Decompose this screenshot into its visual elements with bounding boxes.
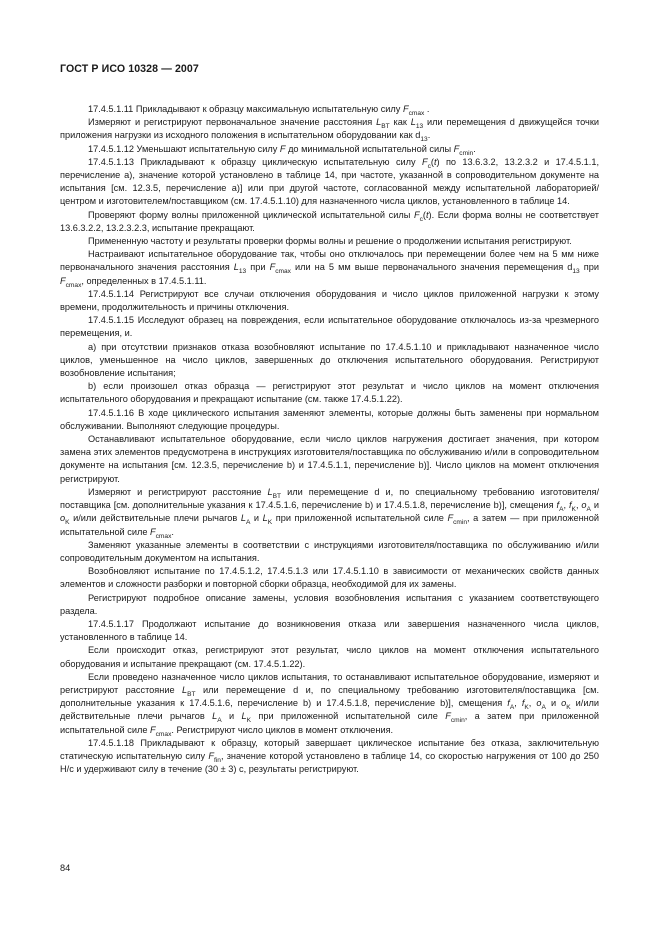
paragraph: Заменяют указанные элементы в соответствии с инструкциями изготовителя/поставщика по обслуживанию и/или сопроводительным документом на испытания. (60, 539, 599, 563)
paragraph: 17.4.5.1.11 Прикладывают к образцу максимальную испытательную силу $F_{cmax}$ . (88, 104, 430, 117)
document-body (60, 103, 599, 776)
paragraph: а) при отсутствии признаков отказа возобновляют испытание по 17.4.5.1.10 и прикладывают назначенное число циклов, уменьшенное на число циклов, завершенных до отключения испытательного оборудования. Регистрируют возобновление испытания; (60, 341, 599, 379)
paragraph: Если проведено назначенное число циклов испытания, то останавливают испытательное оборудование, измеряют и регистрируют расстояние $L_{BT}$ или перемещение d и, по специальному требованию изготовителя/поставщика [см. дополнительные указания к 17.4.5.1.6, перечисление b) и 17.4.5.1.8, перечисление b)], смещения $f_A$, $f_K$, $o_A$ и $o_K$ и/или действительные плечи рычагов $L_A$ и $L_K$ при приложенной испытательной силе $F_{cmin}$, а затем при приложенной испытательной силе $F_{cmax}$. Регистрируют число циклов в момент отключения. (60, 671, 599, 738)
document-header: ГОСТ Р ИСО 10328 — 2007 (60, 63, 199, 75)
paragraph: 17.4.5.1.13 Прикладывают к образцу циклическую испытательную силу $F_c(t)$ по 13.6.3.2, 13.2.3.2 и 17.4.5.1.1, перечисление а), значение которой установлено в таблице 14, при частоте, указанной в сопроводительном документе на испытания [см. 12.3.5, перечисление а)] или при другой частоте, согласованной между испытательной лабораторией/центром и изготовителем/поставщиком (см. 17.4.5.1.10) для назначенного числа циклов, установленного в таблице 14. (60, 156, 599, 207)
paragraph: Останавливают испытательное оборудование, если число циклов нагружения достигает значения, при котором замена этих элементов предусмотрена в инструкциях изготовителя/поставщика по обслуживанию и/или в сопроводительном документе на испытания [см. 12.3.5, перечисление b) и 17.4.5.1.1, перечисление b)]. Число циклов на момент отключения регистрируют. (60, 434, 599, 484)
paragraph: Проверяют форму волны приложенной циклической испытательной силы $F_c(t)$. Если форма волны не соответствует 13.6.3.2.2, 13.2.3.2.3, испытание прекращают. (60, 209, 599, 233)
page-number: 84 (60, 863, 71, 873)
paragraph: Примененную частоту и результаты проверки формы волны и решение о продолжении испытания регистрируют. (88, 236, 572, 247)
paragraph: 17.4.5.1.12 Уменьшают испытательную силу F до минимальной испытательной силы $F_{cmin}$. (88, 143, 476, 157)
paragraph: 17.4.5.1.15 Исследуют образец на повреждения, если испытательное оборудование отключалось из-за чрезмерного перемещения, и. (60, 315, 599, 339)
paragraph: b) если произошел отказ образца — регистрируют этот результат и число циклов на момент отключения испытательного оборудования и прекращают испытание (см. также 17.4.5.1.22). (60, 381, 599, 405)
paragraph: 17.4.5.1.16 В ходе циклического испытания заменяют элементы, которые должны быть заменены при нормальном обслуживании. Выполняют следующие процедуры. (60, 407, 599, 431)
paragraph: Регистрируют подробное описание замены, условия возобновления испытания с указанием соответствующего раздела. (60, 592, 599, 616)
paragraph: Возобновляют испытание по 17.4.5.1.2, 17.4.5.1.3 или 17.4.5.1.10 в зависимости от механических свойств данных элементов и сложности разборки и повторной сборки образца, необходимой для их замены. (60, 566, 599, 590)
paragraph: Если происходит отказ, регистрируют этот результат, число циклов на момент отключения испытательного оборудования и испытание прекращают (см. 17.4.5.1.22). (60, 645, 599, 669)
paragraph: Измеряют и регистрируют расстояние $L_{BT}$ или перемещение d и, по специальному требованию изготовителя/поставщика [см. дополнительные указания к 17.4.5.1.6, перечисление b) и 17.4.5.1.8, перечисление b)], смещения $f_A$, $f_K$, $o_A$ и $o_K$ и/или действительные плечи рычагов $L_A$ и $L_K$ при приложенной испытательной силе $F_{cmin}$, а затем — при приложенной испытательной силе $F_{cmax}$. (60, 486, 599, 540)
paragraph: 17.4.5.1.18 Прикладывают к образцу, который завершает циклическое испытание без отказа, заключительную статическую испытательную силу $F_{fin}$, значение которой установлено в таблице 14, со скоростью нагружения от 100 до 250 Н/с и удерживают силу в течение (30 ± 3) с, результаты регистрируют. (60, 737, 599, 775)
paragraph: Настраивают испытательное оборудование так, чтобы оно отключалось при перемещении более чем на 5 мм ниже первоначального значения расстояния $L_{13}$ при $F_{cmax}$ или на 5 мм выше первоначального значения перемещения $d_{13}$ при $F_{cmax}$, определенных в 17.4.5.1.11. (60, 249, 599, 289)
paragraph: 17.4.5.1.17 Продолжают испытание до возникновения отказа или завершения назначенного числа циклов, установленного в таблице 14. (60, 618, 599, 643)
paragraph: 17.4.5.1.14 Регистрируют все случаи отключения оборудования и число циклов приложенной нагрузки к этому времени, продолжительность и причины отключения. (60, 288, 599, 313)
paragraph: Измеряют и регистрируют первоначальное значение расстояния $L_{BT}$ как $L_{13}$ или перемещения d движущейся точки приложения нагрузки из исходного положения в испытательном оборудовании как $d_{13}$. (60, 117, 599, 144)
